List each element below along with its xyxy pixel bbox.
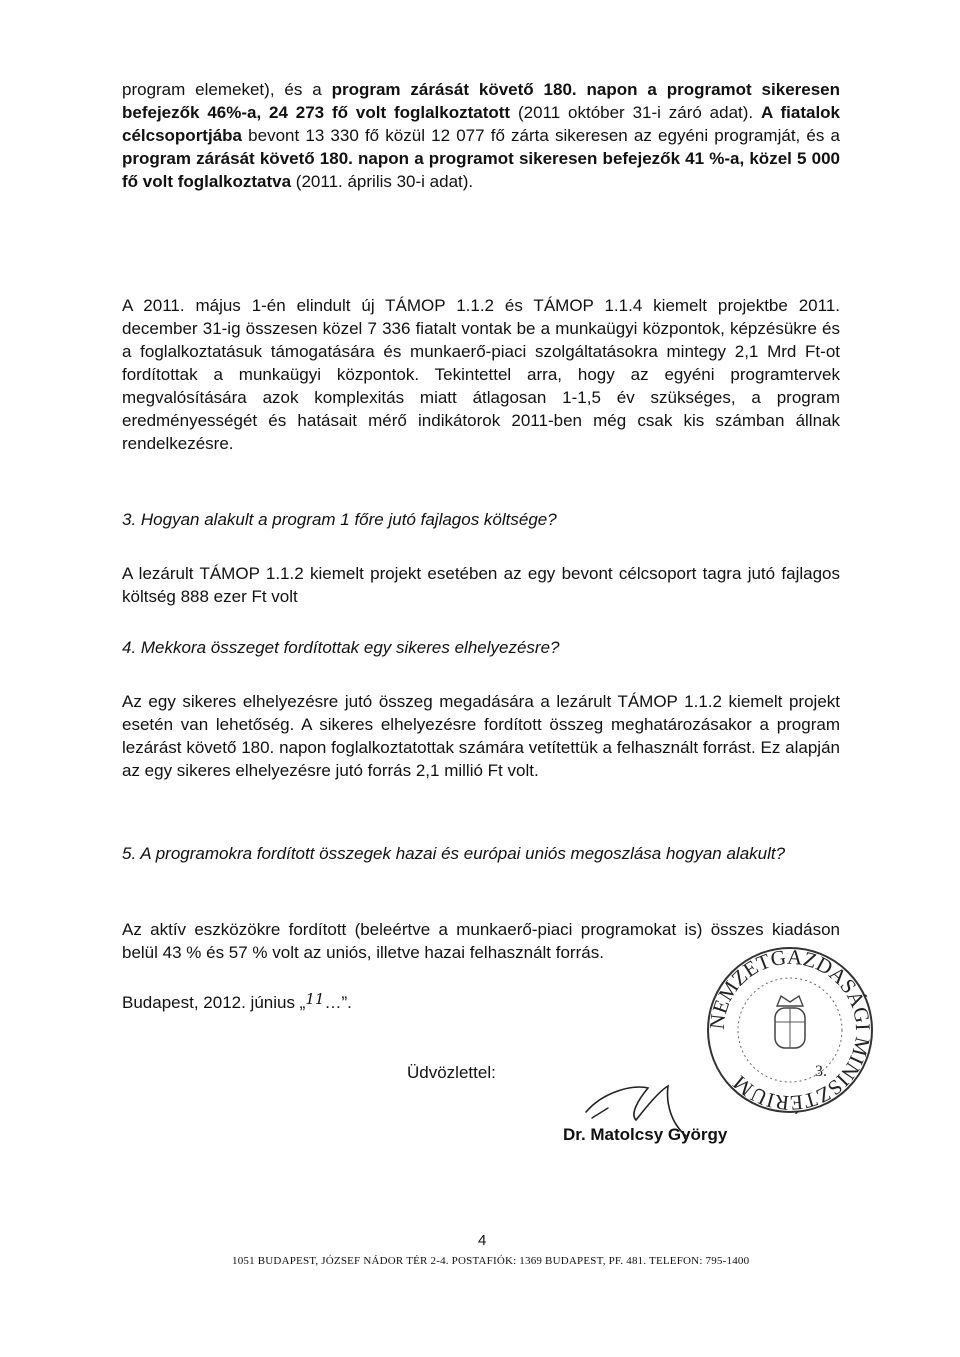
bold-span: program zárását követő 180. napon a programot sikeresen befejezők 41 %-a, közel 5 000 fő volt foglalkoztatva (122, 149, 840, 191)
answer-5: Az aktív eszközökre fordított (beleértve a munkaerő-piaci programokat is) összes kiadáson belül 43 % és 57 % volt az uniós, illetve hazai felhasznált forrás. (122, 920, 840, 962)
question-4: 4. Mekkora összeget fordítottak egy sikeres elhelyezésre? (122, 638, 560, 657)
page-number: 4 (478, 1232, 487, 1249)
paragraph-tamop-projects: A 2011. május 1-én elindult új TÁMOP 1.1.2 és TÁMOP 1.1.4 kiemelt projektbe 2011. december 31-ig összesen közel 7 336 fiatalt vontak be a munkaügyi központok, képzésükre és a foglalkoztatásuk támogatására és munkaerő-piaci szolgáltatásokra mintegy 2,1 Mrd Ft-ot fordítottak a munkaügyi központok. Tekintettel arra, hogy az egyéni programtervek megvalósítására azok komplexitás miatt átlagosan 1-1,5 év szükséges, a program eredményességét és hatásait mérő indikátorok 2011-ben még csak kis számban állnak rendelkezésre. (122, 296, 840, 453)
text-span: (2011. április 30-i adat). (291, 172, 474, 191)
question-3: 3. Hogyan alakult a program 1 főre jutó fajlagos költsége? (122, 510, 557, 529)
bold-span: A fiatalok célcsoportjába (122, 103, 841, 145)
paragraph-program-results (122, 78, 840, 193)
text-span: (2011 október 31-i záró adat). (510, 103, 761, 122)
text-span: bevont 13 330 fő közül 12 077 fő zárta sikeresen az egyéni programját, és a (242, 126, 840, 145)
question-5: 5. A programokra fordított összegek hazai és európai uniós megoszlása hogyan alakult? (122, 844, 786, 863)
date-suffix: …”. (324, 993, 352, 1012)
answer-3: A lezárult TÁMOP 1.1.2 kiemelt projekt esetében az egy bevont célcsoport tagra jutó fajlagos költség 888 ezer Ft volt (122, 564, 840, 606)
place-date (122, 990, 352, 1013)
coat-of-arms-icon (775, 996, 805, 1048)
ministry-seal-icon (695, 930, 885, 1130)
footer-address: 1051 BUDAPEST, JÓZSEF NÁDOR TÉR 2-4. POSTAFIÓK: 1369 BUDAPEST, PF. 481. TELEFON: 795-1400 (232, 1255, 750, 1267)
text-span: program elemeket), és a (122, 80, 332, 99)
handwritten-day: 11 (305, 990, 325, 1008)
bold-span: program zárását követő 180. napon a programot sikeresen befejezők 46%-a, 24 273 fő volt foglalkoztatott (122, 80, 841, 122)
seal-text: NEMZETGAZDASÁGI MINISZTÉRIUM (704, 944, 876, 1116)
greeting: Üdvözlettel: (407, 1063, 496, 1082)
answer-4: Az egy sikeres elhelyezésre jutó összeg megadására a lezárult TÁMOP 1.1.2 kiemelt projekt esetén van lehetőség. A sikeres elhelyezésre fordított összeg meghatározásakor a program lezárást követő 180. napon foglalkoztatottak számára vetítettük a felhasznált forrást. Ez alapján az egy sikeres elhelyezésre jutó forrás 2,1 millió Ft volt. (122, 692, 840, 780)
date-prefix: Budapest, 2012. június „ (122, 993, 306, 1012)
seal-number: 3. (815, 1063, 827, 1080)
signer-name: Dr. Matolcsy György (563, 1125, 728, 1144)
